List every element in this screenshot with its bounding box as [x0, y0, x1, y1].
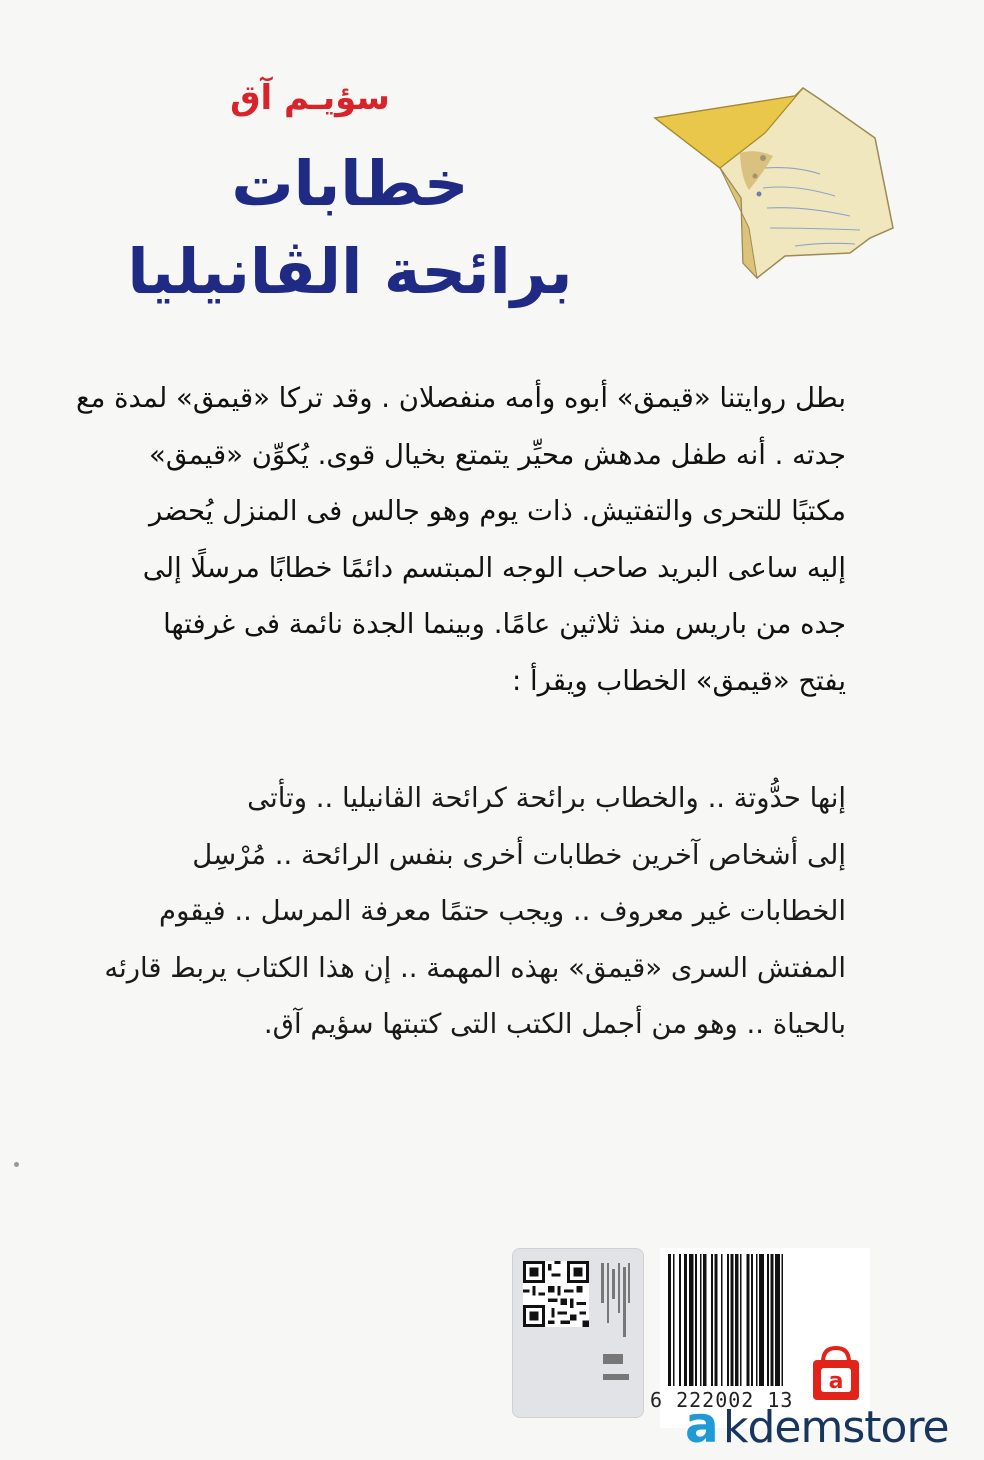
store-name: kdemstore — [723, 1402, 949, 1453]
blurb-line: إليه ساعى البريد صاحب الوجه المبتسم دائمًا خطابًا مرسلًا إلى — [142, 551, 846, 584]
blurb-line: مكتبًا للتحرى والتفتيش. ذات يوم وهو جالس فى المنزل يُحضر — [148, 495, 846, 527]
blurb-paragraph-1 — [76, 370, 846, 709]
barcode-number: 6 222002 13 — [650, 1388, 794, 1412]
blurb-paragraph-2 — [104, 770, 846, 1053]
blurb-line: بطل روايتنا «قيمق» أبوه وأمه منفصلان . وقد تركا «قيمق» لمدة مع — [76, 382, 846, 414]
book-title — [120, 140, 580, 316]
sticker-print-icon — [597, 1259, 635, 1409]
blurb-line: بالحياة .. وهو من أجمل الكتب التى كتبتها سؤيم آق. — [263, 1008, 846, 1040]
svg-text:a: a — [828, 1369, 844, 1394]
title-line-2: برائحة الڤانيليا — [127, 235, 573, 308]
author-name: سؤيـم آق — [230, 78, 390, 118]
blurb-line: جده من باريس منذ ثلاثين عامًا. وبينما الجدة نائمة فى غرفتها — [163, 608, 846, 640]
store-logo-a: a — [685, 1396, 719, 1454]
qr-code-icon — [523, 1261, 589, 1327]
qr-sticker — [512, 1248, 644, 1418]
blurb-line: يفتح «قيمق» الخطاب ويقرأ : — [511, 664, 846, 697]
scan-speck — [14, 1162, 19, 1167]
shopping-bag-icon — [805, 1342, 867, 1404]
blurb-line: جدته . أنه طفل مدهش محيِّر يتمتع بخيال قوى. يُكوِّن «قيمق» — [149, 438, 846, 471]
title-line-1: خطابات — [231, 147, 469, 220]
blurb-line: المفتش السرى «قيمق» بهذه المهمة .. إن هذا الكتاب يربط قارئه — [104, 951, 846, 984]
blurb-line: إنها حدُّوتة .. والخطاب برائحة كرائحة الڤانيليا .. وتأتى — [247, 782, 846, 814]
letter-illustration — [645, 78, 895, 288]
blurb-line: إلى أشخاص آخرين خطابات أخرى بنفس الرائحة .. مُرْسِل — [192, 838, 846, 871]
blurb-line: الخطابات غير معروف .. ويجب حتمًا معرفة المرسل .. فيقوم — [159, 895, 846, 927]
